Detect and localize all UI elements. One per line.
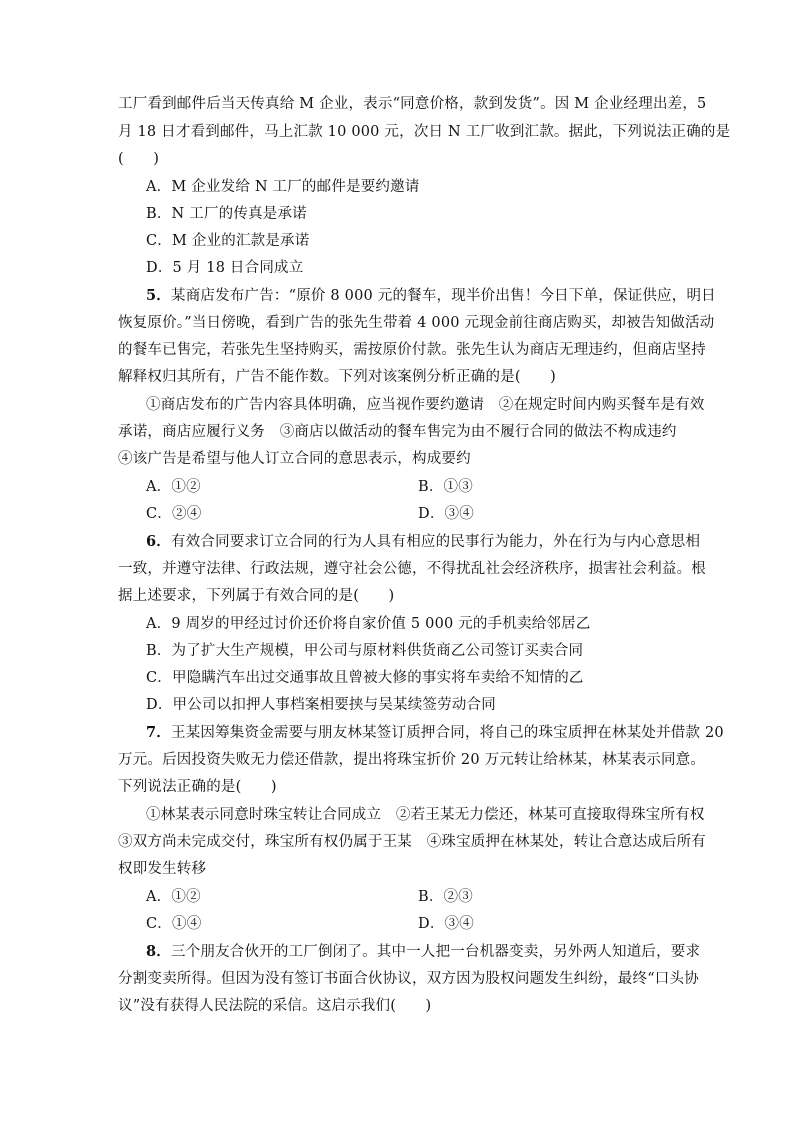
q4-text-line-1: 工厂看到邮件后当天传真给 M 企业，表示“同意价格，款到发货”。因 M 企业经理出差，5 bbox=[118, 96, 707, 112]
q7-stem-line-2: 万元。后因投资失败无力偿还借款，提出将珠宝折价 20 万元转让给林某，林某表示同意。 bbox=[118, 752, 706, 768]
q7-option-a: A．①② bbox=[146, 889, 201, 905]
q5-statement-line-1: ①商店发布的广告内容具体明确，应当视作要约邀请 ②在规定时间内购买餐车是有效 bbox=[146, 397, 705, 413]
q5-number: 5． bbox=[146, 287, 171, 304]
q6-number: 6． bbox=[146, 533, 171, 550]
q6-option-a: A．9 周岁的甲经过讨价还价将自家价值 5 000 元的手机卖给邻居乙 bbox=[146, 616, 591, 632]
q7-option-c: C．①④ bbox=[146, 916, 202, 932]
q5-option-c: C．②④ bbox=[146, 506, 202, 522]
q4-text-line-2: 月 18 日才看到邮件，马上汇款 10 000 元，次日 N 工厂收到汇款。据此，下列说法正确的是 bbox=[118, 124, 731, 140]
q7-option-b: B．②③ bbox=[418, 889, 473, 905]
q8-stem-line-3: 议”没有获得人民法院的采信。这启示我们( ) bbox=[118, 998, 432, 1014]
q5-stem-line-3: 的餐车已售完，若张先生坚持购买，需按原价付款。张先生认为商店无理违约，但商店坚持 bbox=[118, 342, 706, 358]
q5-option-a: A．①② bbox=[146, 479, 201, 495]
q7-statement-line-3: 权即发生转移 bbox=[118, 861, 207, 877]
q5-statement-line-3: ④该广告是希望与他人订立合同的意思表示，构成要约 bbox=[118, 451, 471, 467]
q6-stem-line-3: 据上述要求，下列属于有效合同的是( ) bbox=[118, 588, 395, 604]
q5-statement-line-2: 承诺，商店应履行义务 ③商店以做活动的餐车售完为由不履行合同的做法不构成违约 bbox=[118, 424, 677, 440]
q5-option-d: D．③④ bbox=[418, 506, 474, 522]
q5-stem-line-1: 5．某商店发布广告：“原价 8 000 元的餐车，现半价出售！今日下单，保证供应，明日 bbox=[146, 287, 716, 304]
q7-statement-line-1: ①林某表示同意时珠宝转让合同成立 ②若王某无力偿还，林某可直接取得珠宝所有权 bbox=[146, 807, 705, 823]
q6-option-c: C．甲隐瞒汽车出过交通事故且曾被大修的事实将车卖给不知情的乙 bbox=[146, 670, 584, 686]
q4-option-b: B．N 工厂的传真是承诺 bbox=[146, 206, 307, 222]
q6-stem-line-2: 一致，并遵守法律、行政法规，遵守社会公德，不得扰乱社会经济秩序，损害社会利益。根 bbox=[118, 561, 706, 577]
q8-stem-line-1: 8．三个朋友合伙开的工厂倒闭了。其中一人把一台机器变卖，另外两人知道后，要求 bbox=[146, 943, 701, 960]
q6-option-b: B．为了扩大生产规模，甲公司与原材料供货商乙公司签订买卖合同 bbox=[146, 643, 584, 659]
q5-option-b: B．①③ bbox=[418, 479, 473, 495]
q6-stem-line-1: 6．有效合同要求订立合同的行为人具有相应的民事行为能力，外在行为与内心意思相 bbox=[146, 533, 701, 550]
q5-stem-line-4: 解释权归其所有，广告不能作数。下列对该案例分析正确的是( ) bbox=[118, 369, 557, 385]
q4-option-c: C．M 企业的汇款是承诺 bbox=[146, 233, 310, 249]
q7-statement-line-2: ③双方尚未完成交付，珠宝所有权仍属于王某 ④珠宝质押在林某处，转让合意达成后所有 bbox=[118, 834, 706, 850]
q8-number: 8． bbox=[146, 943, 171, 960]
q8-stem-line-2: 分割变卖所得。但因为没有签订书面合伙协议，双方因为股权问题发生纠纷，最终“口头协 bbox=[118, 971, 699, 987]
q6-option-d: D．甲公司以扣押人事档案相要挟与吴某续签劳动合同 bbox=[146, 697, 496, 713]
q4-answer-blank: ( ) bbox=[118, 151, 160, 167]
q5-stem-line-2: 恢复原价。”当日傍晚，看到广告的张先生带着 4 000 元现金前往商店购买，却被告知做活动 bbox=[118, 315, 715, 331]
q7-stem-line-3: 下列说法正确的是( ) bbox=[118, 779, 277, 795]
q7-option-d: D．③④ bbox=[418, 916, 474, 932]
q7-stem-line-1: 7．王某因筹集资金需要与朋友林某签订质押合同，将自己的珠宝质押在林某处并借款 20 bbox=[146, 724, 724, 741]
q4-option-d: D．5 月 18 日合同成立 bbox=[146, 260, 304, 276]
q4-option-a: A．M 企业发给 N 工厂的邮件是要约邀请 bbox=[146, 179, 420, 195]
q7-number: 7． bbox=[146, 724, 171, 741]
